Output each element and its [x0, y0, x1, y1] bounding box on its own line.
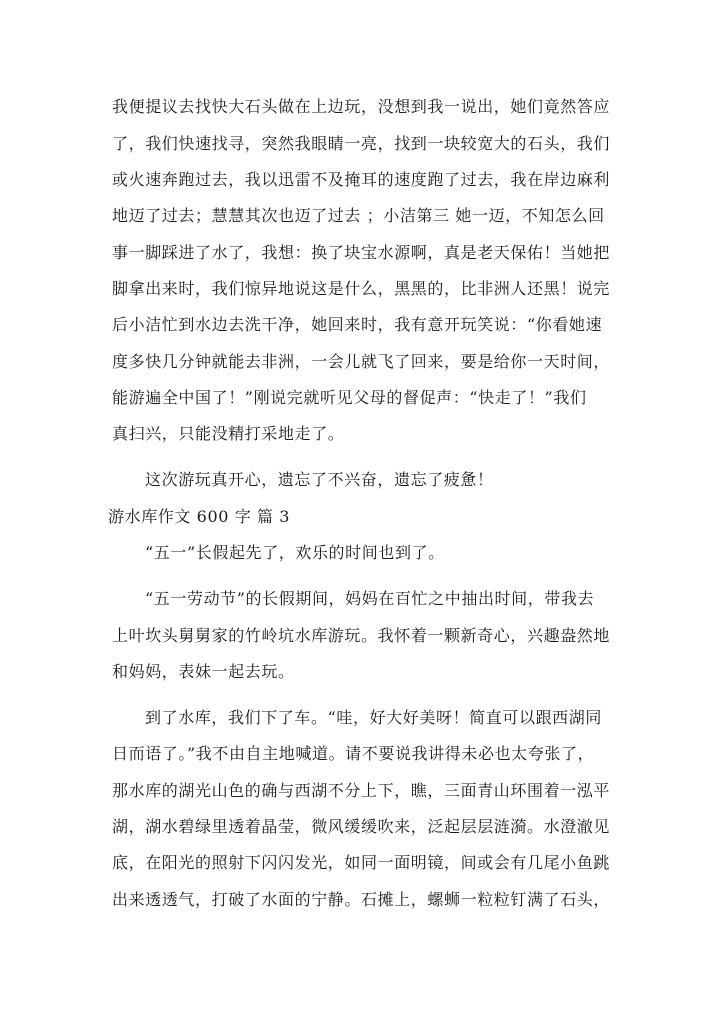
text-line: 和妈妈，表妹一起去玩。: [112, 662, 295, 681]
text-line: 湖，湖水碧绿里透着晶莹，微风缓缓吹来，泛起层层涟漪。水澄澈见: [112, 817, 611, 836]
text-line: 这次游玩真开心，遗忘了不兴奋，遗忘了疲惫！: [145, 470, 494, 489]
text-line: 真扫兴，只能没精打采地走了。: [112, 424, 345, 443]
text-line: 出来透透气，打破了水面的宁静。石摊上，螺蛳一粒粒钉满了石头，: [112, 890, 611, 909]
text-line: 脚拿出来时，我们惊异地说这是什么，黑黑的，比非洲人还黑！说完: [112, 279, 611, 298]
text-line: 度多快几分钟就能去非洲，一会儿就飞了回来，要是给你一天时间，: [112, 352, 611, 371]
text-line: “五一劳动节”的长假期间，妈妈在百忙之中抽出时间，带我去: [145, 589, 595, 608]
text-line: 或火速奔跑过去，我以迅雷不及掩耳的速度跑了过去，我在岸边麻利: [112, 170, 611, 189]
section-heading: 游水库作文 600 字 篇 3: [108, 507, 291, 526]
text-line: 上叶坎头舅舅家的竹岭坑水库游玩。我怀着一颗新奇心，兴趣盎然地: [112, 626, 611, 645]
text-line: “五一”长假起先了，欢乐的时间也到了。: [145, 543, 445, 562]
text-line: 底，在阳光的照射下闪闪发光，如同一面明镜，间或会有几尾小鱼跳: [112, 853, 611, 872]
text-line: 到了水库，我们下了车。“哇，好大好美呀！简直可以跟西湖同: [145, 708, 602, 727]
text-line: 能游遍全中国了！”刚说完就听见父母的督促声：“快走了！”我们: [112, 388, 587, 407]
text-line: 了，我们快速找寻，突然我眼睛一亮，找到一块较宽大的石头，我们: [112, 134, 611, 153]
text-line: 后小洁忙到水边去洗干净，她回来时，我有意开玩笑说：“你看她速: [112, 315, 603, 334]
text-line: 地迈了过去；慧慧其次也迈了过去 ；小洁第三 她一迈，不知怎么回: [112, 206, 605, 225]
text-line: 我便提议去找快大石头做在上边玩，没想到我一说出，她们竟然答应: [112, 97, 611, 116]
text-line: 日而语了。”我不由自主地喊道。请不要说我讲得未必也太夸张了，: [112, 744, 595, 763]
text-line: 事一脚踩进了水了，我想：换了块宝水源啊，真是老天保佑！当她把: [112, 243, 611, 262]
text-line: 那水库的湖光山色的确与西湖不分上下，瞧，三面青山环围着一泓平: [112, 781, 611, 800]
